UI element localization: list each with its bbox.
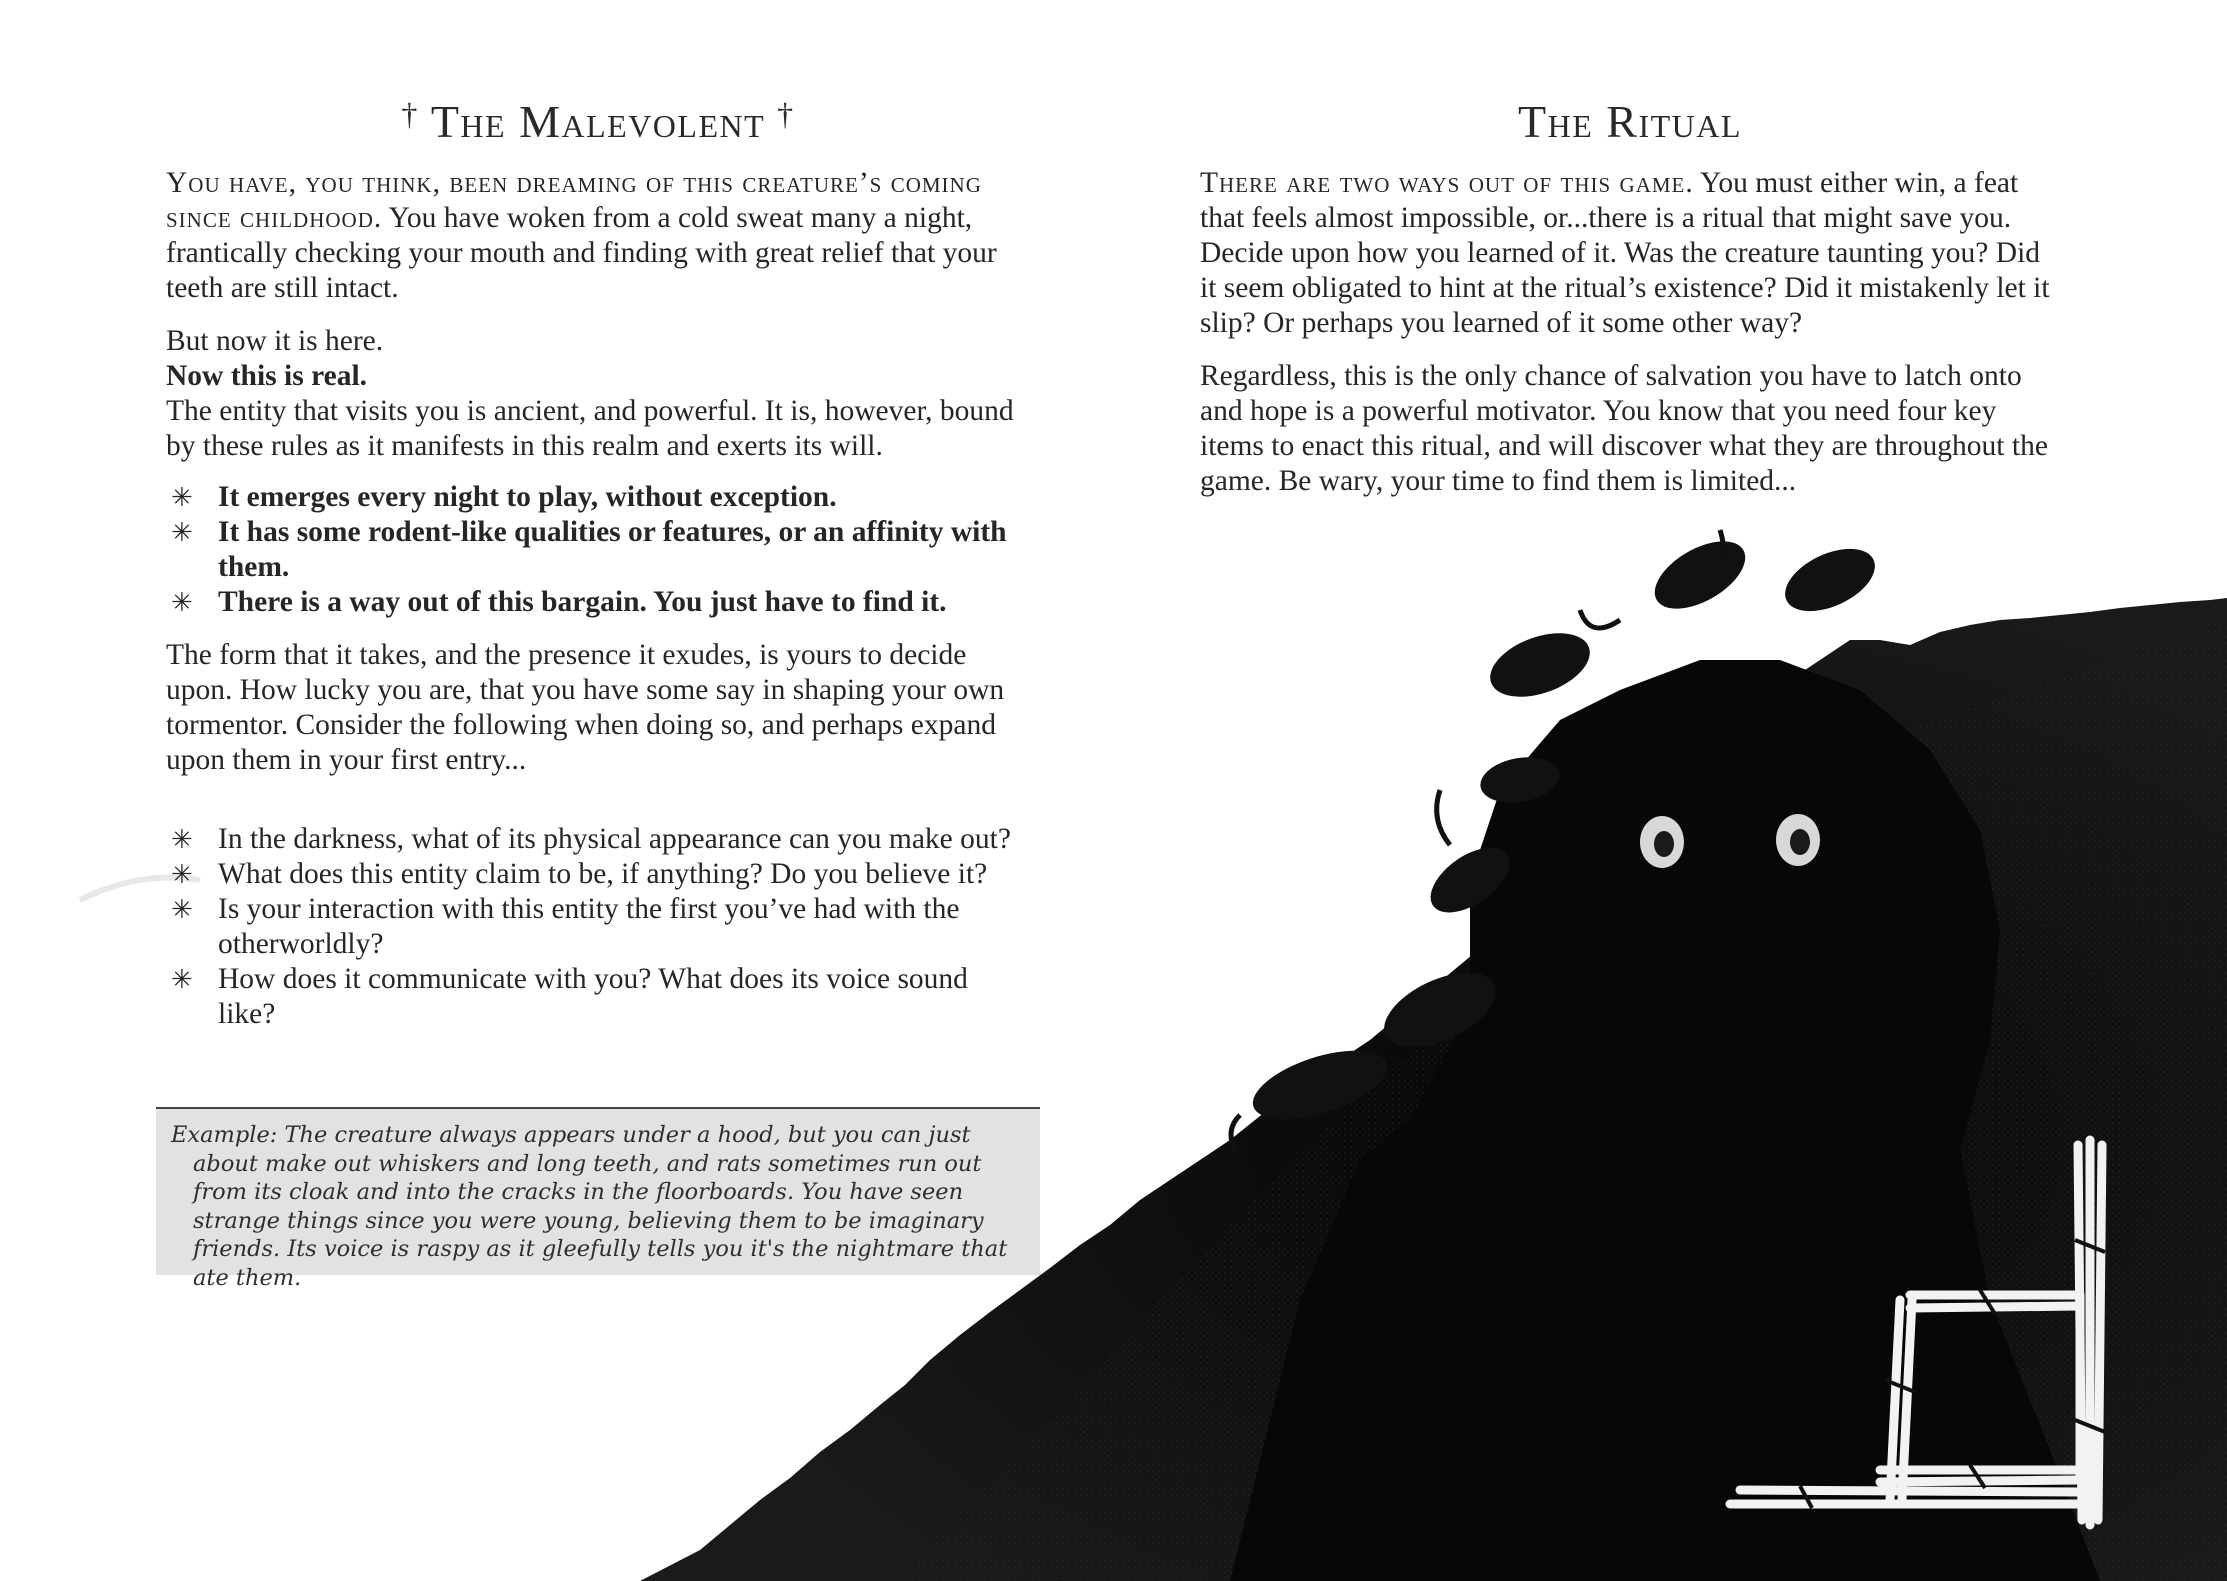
asterisk-icon: ✳ xyxy=(171,825,193,854)
list-item: ✳ In the darkness, what of its physical appearance can you make out? xyxy=(171,823,1011,855)
dagger-icon: † xyxy=(777,96,795,132)
right-page xyxy=(1200,95,2060,499)
intro-lead: You have, you think, been dreaming of this creature’s coming since childhood. xyxy=(166,167,982,234)
form-paragraph: The form that it takes, and the presence it exudes, is yours to decide upon. How lucky you are, that you have some say in shaping your own tormentor. Consider the following when doing so, and perhaps expand upon them in your first entry... xyxy=(166,639,1005,776)
asterisk-icon: ✳ xyxy=(171,895,193,924)
list-item: ✳ It emerges every night to play, without exception. xyxy=(171,481,837,513)
ritual-rest: You must either win, a feat that feels almost impossible, or...there is a ritual that might save you. Decide upon how you learned of it. Was the creature taunting you? Did it seem obligated to hint at the ritual’s existence? Did it mistakenly let it slip? Or perhaps you learned of it some other way? xyxy=(1200,167,2050,339)
list-item: ✳ How does it communicate with you? What does its voice sound like? xyxy=(171,963,968,1030)
ritual-paragraph-2: Regardless, this is the only chance of salvation you have to latch onto and hope is a powerful motivator. You know that you need four key items to enact this ritual, and will discover what they are throughout the game. Be wary, your time to find them is limited... xyxy=(1200,360,2048,497)
list-item: ✳ It has some rodent-like qualities or features, or an affinity with them. xyxy=(171,516,1007,583)
list-item: ✳ Is your interaction with this entity the first you’ve had with the otherworldly? xyxy=(171,893,960,960)
asterisk-icon: ✳ xyxy=(171,483,193,512)
list-item: ✳ There is a way out of this bargain. You just have to find it. xyxy=(171,586,947,618)
left-page xyxy=(166,95,1030,1032)
page-title-malevolent: † The Malevolent † xyxy=(401,96,795,147)
now-here-line: But now it is here. xyxy=(166,325,384,357)
asterisk-icon: ✳ xyxy=(171,965,193,994)
questions-list xyxy=(166,822,1030,1032)
example-box xyxy=(156,1107,1040,1291)
page-title-ritual: The Ritual xyxy=(1518,96,1742,147)
asterisk-icon: ✳ xyxy=(171,588,193,617)
entity-paragraph: The entity that visits you is ancient, and powerful. It is, however, bound by these rules as it manifests in this realm and exerts its will. xyxy=(166,395,1014,462)
intro-paragraph xyxy=(166,166,1030,306)
intro-rest: You have woken from a cold sweat many a night, frantically checking your mouth and finding with great relief that your teeth are still intact. xyxy=(166,202,997,304)
list-item: ✳ What does this entity claim to be, if anything? Do you believe it? xyxy=(171,858,988,890)
real-line: Now this is real. xyxy=(166,360,368,392)
example-text: Example: The creature always appears under a hood, but you can just about make out whiskers and long teeth, and rats sometimes run out from its cloak and into the cracks in the floorboards. You have seen strange things since you were young, believing them to be imaginary friends. Its voice is raspy as it gleefully tells you it's the nightmare that ate them. xyxy=(171,1122,1008,1291)
ritual-lead: There are two ways out of this game. xyxy=(1200,167,1694,199)
asterisk-icon: ✳ xyxy=(171,860,193,889)
rules-list xyxy=(166,480,1030,620)
dagger-icon: † xyxy=(401,96,419,132)
ritual-paragraph-1 xyxy=(1200,166,2060,341)
asterisk-icon: ✳ xyxy=(171,518,193,547)
